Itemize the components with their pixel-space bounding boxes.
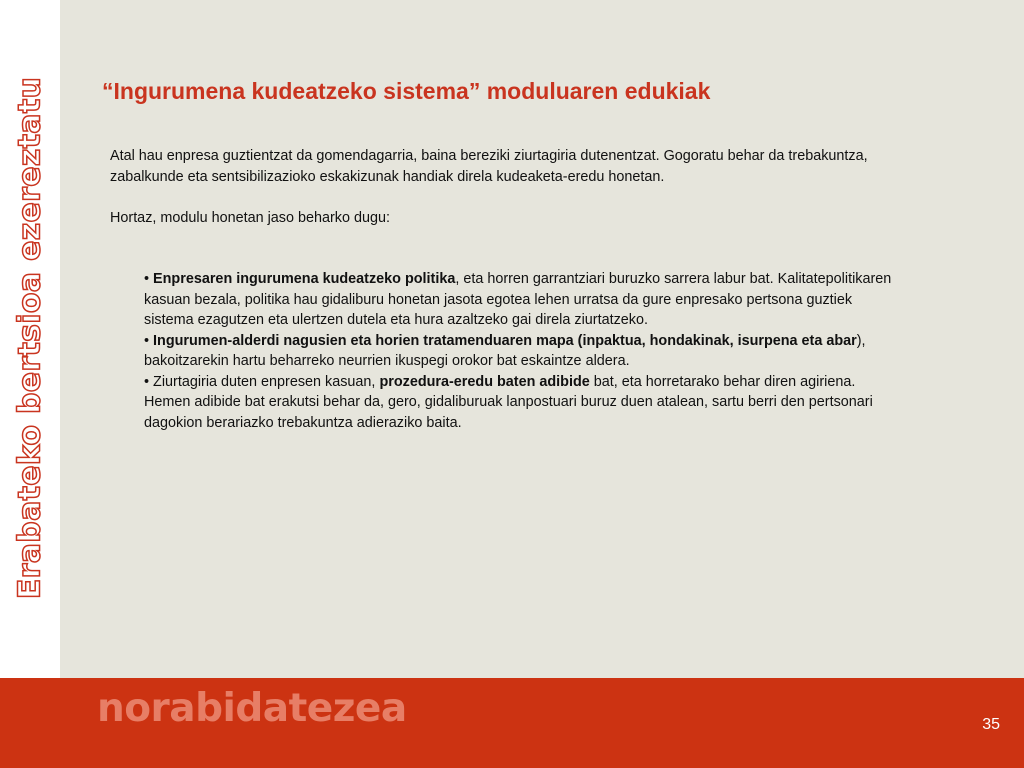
slide-title: “Ingurumena kudeatzeko sistema” moduluaren edukiak xyxy=(102,78,711,104)
bullet-bold-text: prozedura-eredu baten adibide xyxy=(379,373,590,390)
bullet-item xyxy=(144,269,894,331)
bullet-bold-text: Enpresaren ingurumena kudeatzeko politika xyxy=(153,271,456,287)
bullet-list xyxy=(144,269,894,433)
body-text xyxy=(110,146,900,433)
bullet-text: , eta horren garrantziari buruzko sarrera labur bat. Kalitatepolitikaren kasuan bezala, politika hau gidaliburu honetan jasota egotea lehen urratsa da gure enpresako pertsona guztiek sistema ezagutzen eta ulertzen dutela eta hura azaltzeko gai direla ziurtatzeko. xyxy=(144,271,892,328)
intro-paragraph: Atal hau enpresa guztientzat da gomendagarria, baina bereziki ziurtagiria dutenentzat. Gogoratu behar da trebakuntza, zabalkunde eta sentsibilizazioko eskakizunak handiak direla kudeaketa-eredu honetan. xyxy=(110,148,868,185)
watermark-vertical-title: Erabateko bertsioa ezereztatu xyxy=(12,76,48,600)
footer-bar xyxy=(0,678,1024,768)
bullet-bold-text: Ingurumen-alderdi nagusien eta horien tratamenduaren mapa (inpaktua, hondakinak, isurpena eta abar xyxy=(153,332,857,349)
bullet-item xyxy=(144,372,894,434)
sidebar xyxy=(0,0,60,678)
content-area xyxy=(60,0,1024,678)
bullet-prefix: • xyxy=(144,332,154,349)
page-number: 35 xyxy=(982,716,1000,733)
bullet-prefix: • xyxy=(144,271,154,287)
bullet-text: ), bakoitzarekin hartu beharreko neurrien ikuspegi orokor bat eskaintze aldera. xyxy=(144,332,866,369)
bullet-prefix: • Ziurtagiria duten enpresen kasuan, xyxy=(144,373,380,390)
bullet-item xyxy=(144,331,894,372)
bullet-text: bat, eta horretarako behar diren agiriena. Hemen adibide bat erakutsi behar da, gero, gidaliburuak lanpostuari buruz duen atalean, sartu berri den pertsonari dagokion berariazko trebakuntza adieraziko baita. xyxy=(144,373,873,431)
brand-logo: norabidatezea xyxy=(97,686,407,731)
lead-paragraph: Hortaz, modulu honetan jaso beharko dugu: xyxy=(110,209,391,226)
